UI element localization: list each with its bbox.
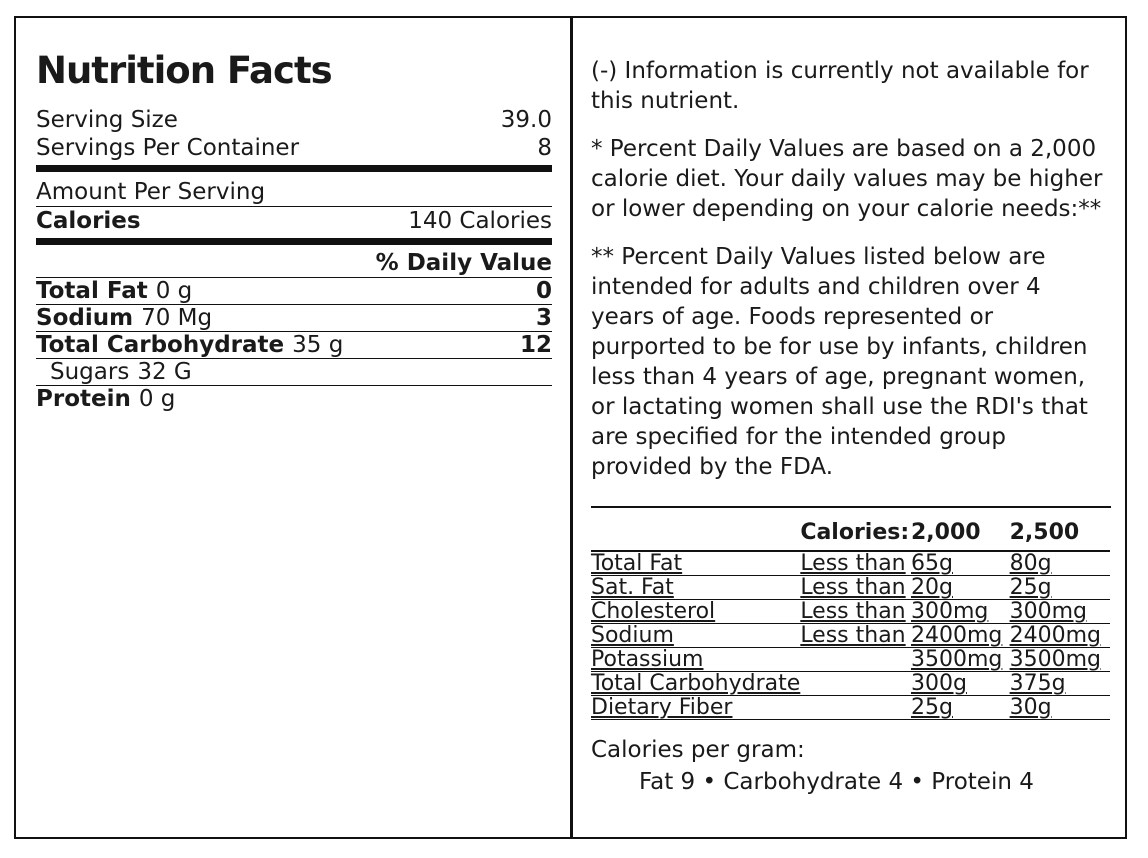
nutrient-amount: 35 g [292, 332, 344, 358]
nutrient-label: Total Carbohydrate [36, 332, 285, 358]
calories-per-gram-label: Calories per gram: [591, 737, 805, 763]
nutrient-amount: 32 G [137, 359, 192, 385]
header-cell: 2,500 [1010, 514, 1110, 551]
table-row [591, 600, 1110, 624]
rdi-note: ** Percent Daily Values listed below are intended for adults and children over 4 years of age. Foods represented or purported to be for use by infants, children less than 4 years of age, pregnant women, or lactating women shall use the RDI's that are specified for the intended group provided by the FDA. [591, 244, 1088, 480]
table-cell: 20g [911, 576, 1010, 600]
table-cell: Less than [800, 600, 911, 624]
nutrient-row-sugars [36, 359, 552, 386]
reference-table-rule [591, 506, 1111, 508]
table-cell [800, 648, 911, 672]
nutrient-row-protein [36, 386, 552, 412]
nutrient-label: Total Fat [36, 278, 148, 304]
table-cell: 3500mg [1010, 648, 1110, 672]
servings-per-container-label: Servings Per Container [36, 135, 300, 161]
table-row [591, 672, 1110, 696]
nutrient-amount: 70 Mg [141, 305, 213, 331]
table-cell: 65g [911, 551, 1010, 576]
header-cell: 2,000 [911, 514, 1010, 551]
table-row [591, 648, 1110, 672]
table-cell: 2400mg [911, 624, 1010, 648]
nutrient-row-sodium [36, 305, 552, 332]
table-cell: 375g [1010, 672, 1110, 696]
table-row [591, 551, 1110, 576]
table-cell: Total Fat [591, 551, 800, 576]
header-cell [591, 514, 800, 551]
nutrient-row-total-carbohydrate [36, 332, 552, 359]
serving-size-value: 39.0 [500, 107, 552, 133]
nutrient-label: Protein [36, 386, 131, 412]
table-cell: 2400mg [1010, 624, 1110, 648]
table-cell: Potassium [591, 648, 800, 672]
table-cell: 80g [1010, 551, 1110, 576]
nutrient-amount: 0 g [155, 278, 193, 304]
table-cell: Cholesterol [591, 600, 800, 624]
table-cell: 25g [1010, 576, 1110, 600]
table-cell: Sat. Fat [591, 576, 800, 600]
table-cell: Less than [800, 551, 911, 576]
unavailable-note: (-) Information is currently not available for this nutrient. [591, 58, 1089, 114]
serving-size-label: Serving Size [36, 107, 178, 133]
table-cell: 300g [911, 672, 1010, 696]
table-cell: 3500mg [911, 648, 1010, 672]
table-cell: 300mg [911, 600, 1010, 624]
nutrient-dv: 3 [535, 305, 552, 331]
notes-panel [591, 56, 1111, 798]
calories-row [36, 207, 552, 235]
calories-label: Calories [36, 208, 141, 234]
nutrient-row-total-fat [36, 278, 552, 305]
table-row [591, 576, 1110, 600]
thick-divider [36, 238, 552, 245]
amount-per-serving-label: Amount Per Serving [36, 179, 266, 205]
serving-size-row [36, 106, 552, 134]
servings-per-container-row [36, 134, 552, 162]
table-cell: 300mg [1010, 600, 1110, 624]
table-cell [800, 696, 911, 720]
daily-value-header: % Daily Value [36, 249, 552, 278]
nutrition-panel [36, 50, 552, 412]
table-cell: 25g [911, 696, 1010, 720]
table-cell: Dietary Fiber [591, 696, 800, 720]
percent-daily-note: * Percent Daily Values are based on a 2,000 calorie diet. Your daily values may be higher or lower depending on your calorie needs:** [591, 136, 1103, 222]
panel-divider [570, 16, 573, 839]
nutrient-label: Sodium [36, 305, 134, 331]
thick-divider [36, 165, 552, 172]
reference-table [591, 514, 1110, 720]
nutrient-amount: 0 g [138, 386, 176, 412]
table-row [591, 624, 1110, 648]
calories-per-gram [591, 734, 1111, 798]
table-cell: Total Carbohydrate [591, 671, 801, 696]
page-title: Nutrition Facts [36, 49, 332, 92]
calories-per-gram-values: Fat 9 • Carbohydrate 4 • Protein 4 [639, 769, 1034, 795]
table-cell [800, 672, 911, 696]
reference-table-header [591, 514, 1110, 551]
nutrient-label: Sugars [50, 359, 130, 385]
servings-per-container-value: 8 [537, 135, 552, 161]
table-cell: Less than [800, 576, 911, 600]
table-row [591, 696, 1110, 720]
nutrient-dv: 12 [519, 332, 552, 358]
table-cell: Sodium [591, 624, 800, 648]
amount-per-serving-row [36, 178, 552, 207]
header-cell: Calories: [800, 514, 911, 551]
table-cell: Less than [800, 624, 911, 648]
nutrient-dv: 0 [535, 278, 552, 304]
table-cell: 30g [1010, 696, 1110, 720]
calories-value: 140 Calories [408, 208, 552, 234]
